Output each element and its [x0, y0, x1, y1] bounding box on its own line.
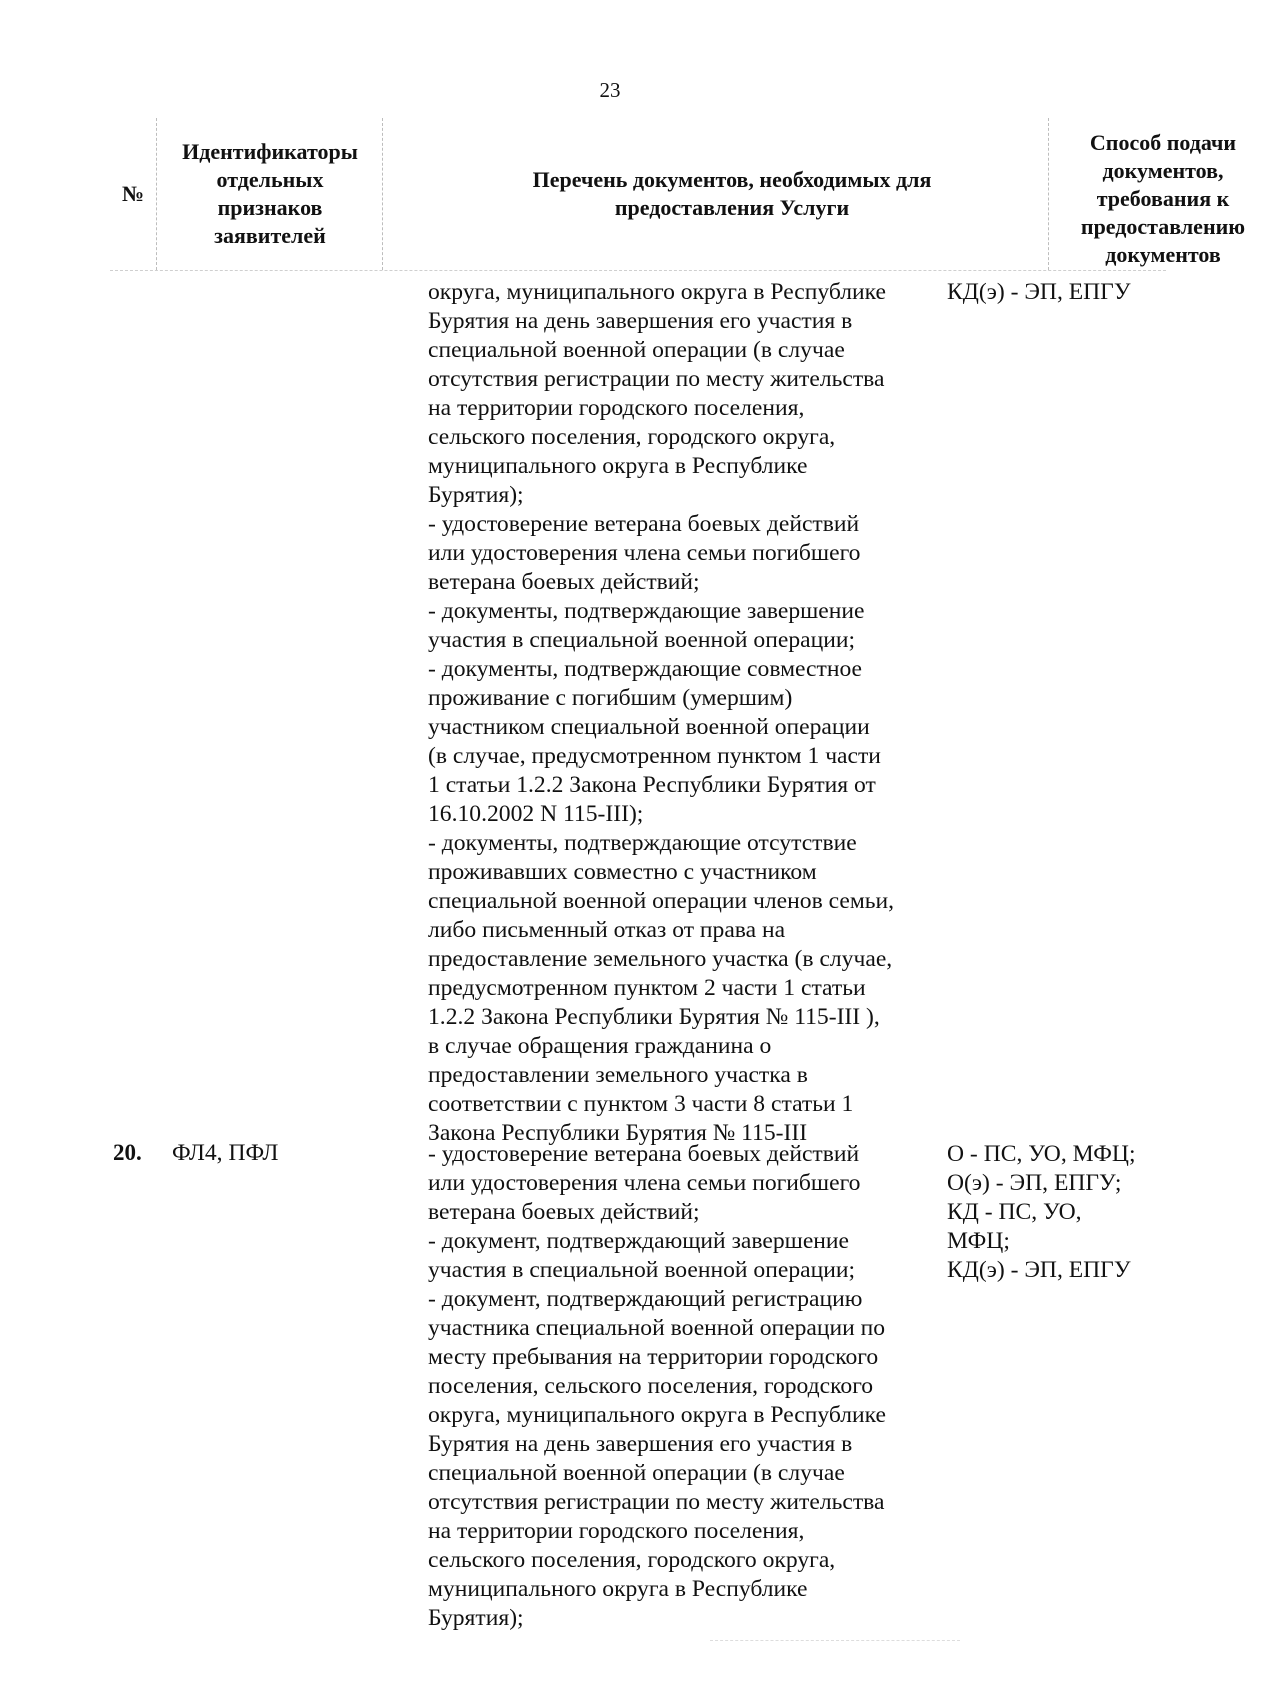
header-method-line: предоставлению [1080, 214, 1246, 239]
header-identifiers [158, 118, 383, 270]
header-method-line: требования к [1096, 186, 1230, 211]
document-line: - документы, подтверждающие завершение [428, 598, 865, 624]
document-line: - документ, подтверждающий завершение [428, 1228, 850, 1254]
method-line: МФЦ; [947, 1228, 1010, 1254]
method-line: КД(э) - ЭП, ЕПГУ [947, 1257, 1131, 1283]
document-line: специальной военной операции (в случае [428, 1460, 845, 1486]
document-line: - документы, подтверждающие совместное [428, 656, 863, 682]
document-line: участником специальной военной операции [428, 714, 870, 740]
document-line: - удостоверение ветерана боевых действий [428, 1141, 860, 1167]
header-number [110, 118, 157, 270]
document-line: специальной военной операции (в случае [428, 337, 845, 363]
document-line: специальной военной операции членов семьи, [428, 888, 895, 914]
page-number: 23 [599, 78, 621, 102]
document-line: округа, муниципального округа в Республике [428, 279, 887, 305]
document-line: Бурятия на день завершения его участия в [428, 1431, 853, 1457]
continued-row-documents [428, 278, 938, 1148]
header-submission-method [1050, 118, 1276, 281]
bottom-divider [710, 1640, 960, 1641]
document-line: муниципального округа в Республике [428, 453, 808, 479]
header-documents-line: Перечень документов, необходимых для [532, 167, 932, 192]
document-line: или удостоверения члена семьи погибшего [428, 1170, 861, 1196]
document-line: соответствии с пунктом 3 части 8 статьи 1 [428, 1091, 854, 1117]
document-line: на территории городского поселения, [428, 1518, 805, 1544]
header-divider [110, 270, 1166, 271]
document-line: месту пребывания на территории городского [428, 1344, 879, 1370]
header-documents-line: предоставления Услуги [614, 195, 850, 220]
document-line: в случае обращения гражданина о [428, 1033, 772, 1059]
document-line: - документ, подтверждающий регистрацию [428, 1286, 863, 1312]
row-20-method [947, 1140, 1177, 1285]
document-line: - удостоверение ветерана боевых действий [428, 511, 860, 537]
document-line: проживавших совместно с участником [428, 859, 817, 885]
document-line: 16.10.2002 N 115-III); [428, 801, 644, 827]
header-identifiers-line: признаков [217, 195, 323, 220]
document-line: Бурятия); [428, 1605, 524, 1631]
document-line: проживание с погибшим (умершим) [428, 685, 793, 711]
document-line: участия в специальной военной операции; [428, 627, 856, 653]
document-line: муниципального округа в Республике [428, 1576, 808, 1602]
row-number: 20. [113, 1140, 142, 1165]
document-line: сельского поселения, городского округа, [428, 1547, 836, 1573]
document-line: ветерана боевых действий; [428, 1199, 700, 1225]
document-line: предусмотренном пунктом 2 части 1 статьи [428, 975, 866, 1001]
header-identifiers-line: заявителей [214, 223, 326, 248]
method-line: О - ПС, УО, МФЦ; [947, 1141, 1136, 1167]
document-line: участника специальной военной операции по [428, 1315, 886, 1341]
document-line: отсутствия регистрации по месту жительства [428, 1489, 885, 1515]
header-method-line: документов [1105, 242, 1221, 267]
document-line: округа, муниципального округа в Республике [428, 1402, 887, 1428]
row-identifiers: ФЛ4, ПФЛ [172, 1140, 279, 1166]
row-20-documents [428, 1140, 938, 1633]
document-line: на территории городского поселения, [428, 395, 805, 421]
document-line: либо письменный отказ от права на [428, 917, 786, 943]
document-line: 1.2.2 Закона Республики Бурятия № 115-III ), [428, 1004, 880, 1030]
method-line: КД - ПС, УО, [947, 1199, 1082, 1225]
document-line: сельского поселения, городского округа, [428, 424, 836, 450]
document-line: участия в специальной военной операции; [428, 1257, 856, 1283]
document-line: Бурятия); [428, 482, 524, 508]
document-line: или удостоверения члена семьи погибшего [428, 540, 861, 566]
document-line: ветерана боевых действий; [428, 569, 700, 595]
document-line: - документы, подтверждающие отсутствие [428, 830, 857, 856]
header-number-label: № [121, 181, 145, 206]
document-line: предоставление земельного участка (в случае, [428, 946, 893, 972]
header-identifiers-line: отдельных [216, 167, 324, 192]
header-method-line: документов, [1102, 158, 1224, 183]
document-line: предоставлении земельного участка в [428, 1062, 808, 1088]
method-line: КД(э) - ЭП, ЕПГУ [947, 279, 1131, 305]
header-method-line: Способ подачи [1089, 130, 1237, 155]
document-line: 1 статьи 1.2.2 Закона Республики Бурятия от [428, 772, 876, 798]
document-line: поселения, сельского поселения, городского [428, 1373, 874, 1399]
method-line: О(э) - ЭП, ЕПГУ; [947, 1170, 1122, 1196]
document-line: Бурятия на день завершения его участия в [428, 308, 853, 334]
document-line: отсутствия регистрации по месту жительства [428, 366, 885, 392]
document-line: Закона Республики Бурятия № 115-III [428, 1120, 808, 1146]
document-line: (в случае, предусмотренном пунктом 1 части [428, 743, 881, 769]
header-documents [416, 118, 1049, 270]
header-identifiers-line: Идентификаторы [182, 139, 358, 164]
continued-row-method [947, 278, 1177, 307]
